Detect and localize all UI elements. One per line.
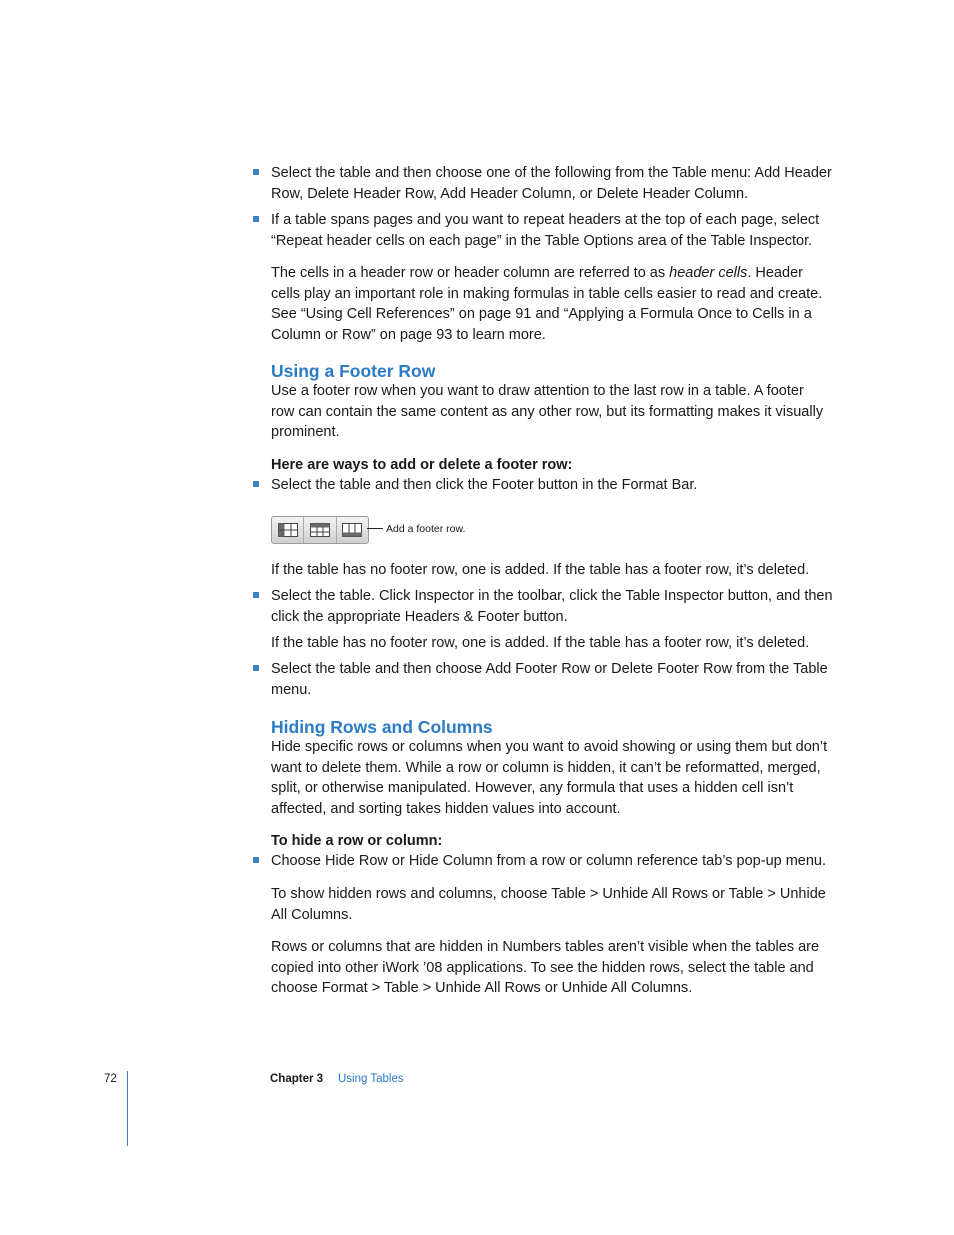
list-item	[253, 475, 833, 496]
section-heading-footer: Using a Footer Row	[271, 361, 436, 381]
table-icon	[310, 523, 330, 537]
header-row-icon	[278, 523, 298, 537]
footer-rule	[127, 1071, 128, 1146]
chapter-title: Using Tables	[338, 1073, 404, 1085]
callout-line	[367, 528, 383, 529]
header-cells-paragraph	[271, 263, 831, 345]
paragraph: If the table has no footer row, one is added. If the table has a footer row, it’s deleted.	[271, 635, 810, 651]
list-item	[253, 659, 833, 700]
emphasis-text: header cells	[669, 265, 748, 281]
hiding-para-1	[271, 884, 831, 925]
list-item	[253, 586, 833, 627]
bullet-marker	[253, 665, 259, 671]
paragraph: Use a footer row when you want to draw attention to the last row in a table. A footer row can contain the same content as any other row, but its formatting makes it visually prominent.	[271, 383, 824, 440]
callout-label: Add a footer row.	[386, 523, 466, 535]
hiding-para-2	[271, 937, 831, 999]
format-bar-buttons	[271, 516, 369, 544]
list-item-text: Select the table and then choose Add Footer Row or Delete Footer Row from the Table menu.	[271, 661, 828, 698]
chapter-label: Chapter 3	[270, 1073, 324, 1085]
text: . Header cells play an important role in making formulas in table cells easier to read and create. See “Using Cell References” on page 91 and “Applying a Formula Once to Cells in a Column or Row” on page 93 to learn more.	[271, 265, 823, 343]
bullet-marker	[253, 169, 259, 175]
bullet-marker	[253, 592, 259, 598]
text: The cells in a header row or header column are referred to as	[271, 265, 670, 281]
section-heading-hiding: Hiding Rows and Columns	[271, 717, 493, 737]
list-item	[253, 851, 833, 872]
bullet-marker	[253, 216, 259, 222]
list-item-text: Select the table and then choose one of the following from the Table menu: Add Header Row, Delete Header Row, Add Header Column, or Delete Header Column.	[271, 165, 832, 202]
list-item	[253, 210, 833, 251]
paragraph: If the table has no footer row, one is added. If the table has a footer row, it’s deleted.	[271, 562, 810, 578]
bullet-marker	[253, 857, 259, 863]
list-item	[253, 163, 833, 204]
hiding-subhead: To hide a row or column:	[271, 833, 443, 849]
bullet-marker	[253, 481, 259, 487]
list-item-text: Choose Hide Row or Hide Column from a row or column reference tab’s pop-up menu.	[271, 853, 827, 869]
header-row-button[interactable]	[272, 517, 304, 543]
footer-row-button[interactable]	[337, 517, 368, 543]
footer-note-2	[271, 633, 831, 654]
header-column-button[interactable]	[304, 517, 336, 543]
list-item-text: Select the table and then click the Footer button in the Format Bar.	[271, 477, 698, 493]
paragraph: To show hidden rows and columns, choose Table > Unhide All Rows or Table > Unhide All Columns.	[271, 886, 826, 923]
page-number: 72	[104, 1073, 117, 1085]
footer-subhead: Here are ways to add or delete a footer row:	[271, 457, 573, 473]
list-item-text: Select the table. Click Inspector in the toolbar, click the Table Inspector button, and then click the appropriate Headers & Footer button.	[271, 588, 833, 625]
footer-row-icon	[342, 523, 362, 537]
footer-note-1	[271, 560, 831, 581]
footer-intro	[271, 381, 831, 443]
list-item-text: If a table spans pages and you want to repeat headers at the top of each page, select “Repeat header cells on each page” in the Table Options area of the Table Inspector.	[271, 212, 820, 249]
paragraph: Rows or columns that are hidden in Numbers tables aren’t visible when the tables are copied into other iWork ’08 applications. To see the hidden rows, select the table and choose Format > Table > Unhide All Rows or Unhide All Columns.	[271, 939, 820, 996]
hiding-intro	[271, 737, 831, 819]
paragraph: Hide specific rows or columns when you want to avoid showing or using them but don’t want to delete them. While a row or column is hidden, it can’t be reformatted, merged, split, or otherwise manipulated. However, any formula that uses a hidden cell isn’t affected, and sorting takes hidden values into account.	[271, 739, 828, 817]
